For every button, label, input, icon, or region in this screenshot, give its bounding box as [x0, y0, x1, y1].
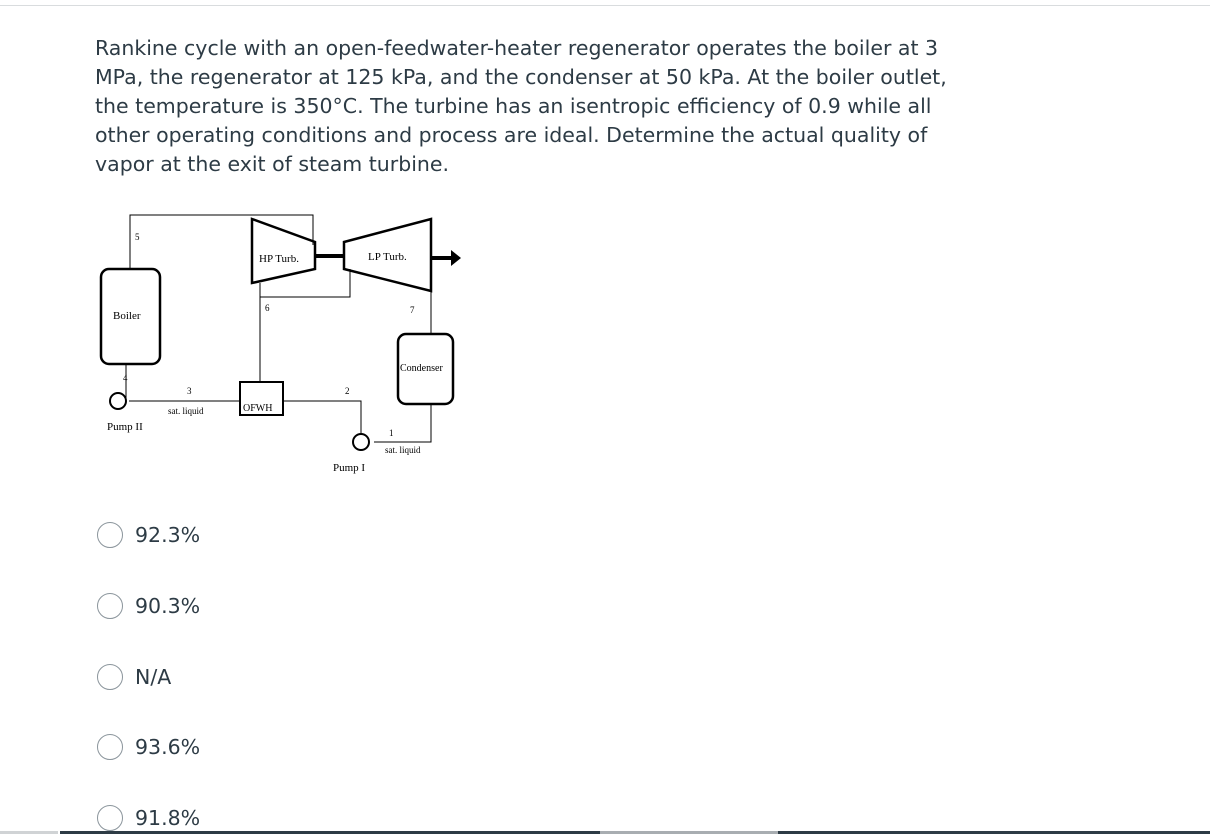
sat-liquid-3-label: sat. liquid [168, 406, 204, 416]
state-3-label: 3 [187, 386, 192, 396]
answer-option[interactable] [97, 731, 200, 763]
state-4-label: 4 [123, 373, 128, 383]
sat-liquid-1-label: sat. liquid [385, 445, 421, 455]
condenser-label: Condenser [400, 363, 443, 374]
state-2-label: 2 [345, 386, 350, 396]
state-1-label: 1 [389, 428, 394, 438]
radio-button[interactable] [97, 522, 123, 548]
radio-button[interactable] [97, 734, 123, 760]
radio-button[interactable] [97, 664, 123, 690]
answer-option[interactable] [97, 519, 200, 551]
answer-option[interactable] [97, 802, 200, 834]
boiler-label: Boiler [113, 310, 141, 322]
pump1-label: Pump I [333, 462, 366, 474]
answer-options [97, 0, 497, 835]
radio-button[interactable] [97, 593, 123, 619]
answer-option[interactable] [97, 661, 171, 693]
answer-label: 93.6% [135, 735, 201, 759]
hp-turbine-label: HP Turb. [259, 253, 299, 265]
ofwh-label: OFWH [243, 403, 273, 414]
state-6-label: 6 [265, 303, 270, 313]
answer-label: N/A [135, 665, 172, 689]
question-text: Rankine cycle with an open-feedwater-heater regenerator operates the boiler at 3 MPa, the regenerator at 125 kPa, and the condenser at 50 kPa. At the boiler outlet, the temperature is 350°C. The turbine has an isentropic efficiency of 0.9 while all other operating conditions and process are ideal. Determine the actual quality of vapor at the exit of steam turbine. [95, 36, 947, 176]
bottom-divider-segment [600, 831, 778, 834]
answer-label: 91.8% [135, 806, 201, 830]
answer-option[interactable] [97, 590, 200, 622]
pump2-label: Pump II [107, 421, 143, 433]
bottom-edge-left [0, 831, 58, 834]
state-7-label: 7 [410, 305, 415, 315]
answer-label: 92.3% [135, 523, 201, 547]
radio-button[interactable] [97, 805, 123, 831]
answer-label: 90.3% [135, 594, 201, 618]
state-5-label: 5 [135, 232, 140, 242]
lp-turbine-label: LP Turb. [368, 251, 407, 263]
